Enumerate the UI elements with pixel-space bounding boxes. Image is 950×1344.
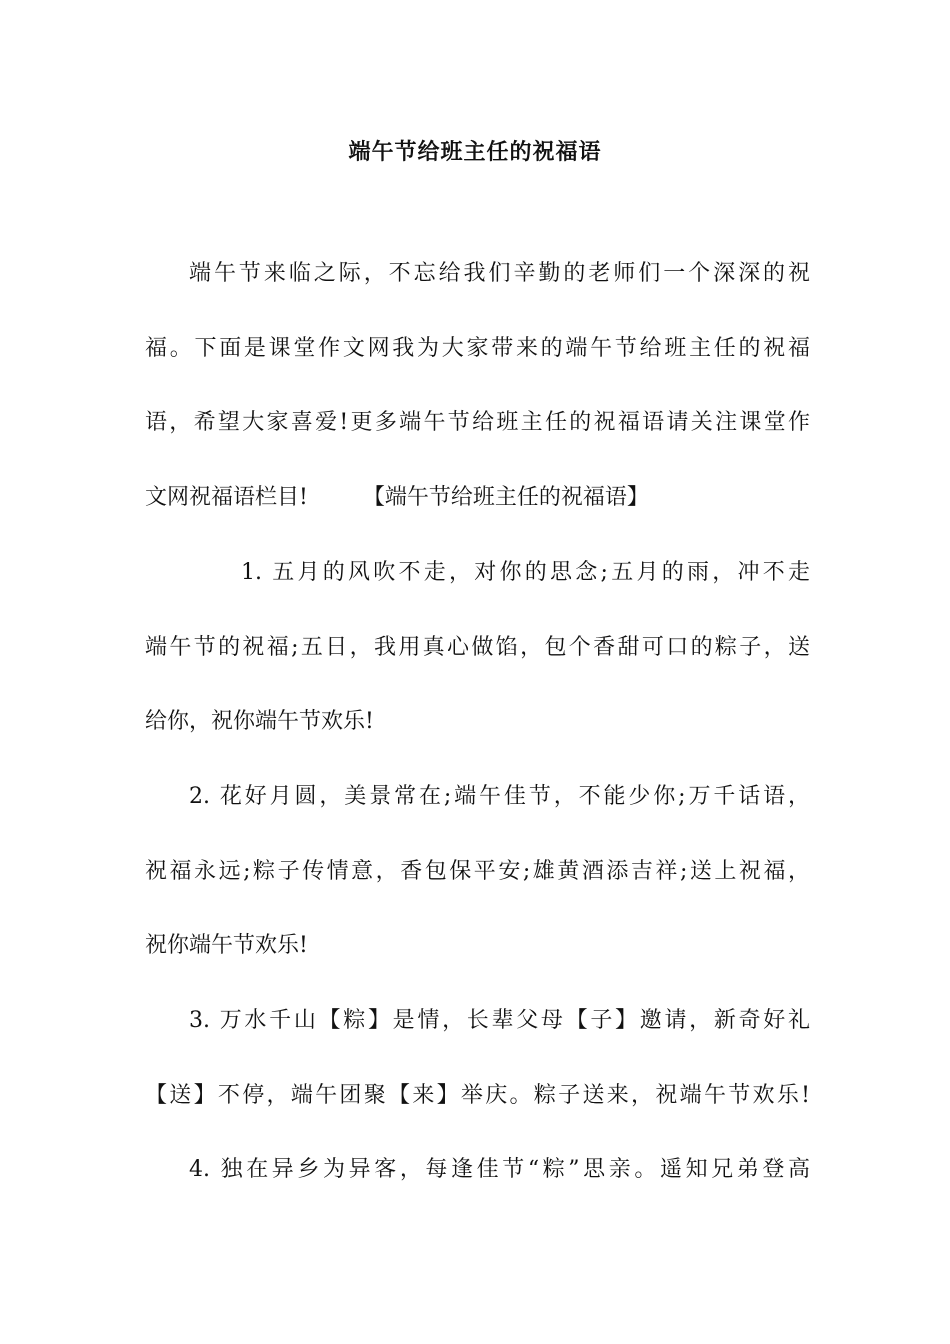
paragraph-line: 2. 花好月圆，美景常在;端午佳节，不能少你;万千话语， <box>189 784 810 809</box>
paragraph-line: 【送】不停，端午团聚【来】举庆。粽子送来，祝端午节欢乐! <box>145 1083 810 1108</box>
paragraph-line: 祝福永远;粽子传情意，香包保平安;雄黄酒添吉祥;送上祝福， <box>145 859 810 884</box>
paragraph-line: 1. 五月的风吹不走，对你的思念;五月的雨，冲不走 <box>241 560 810 585</box>
paragraph-line: 语，希望大家喜爱!更多端午节给班主任的祝福语请关注课堂作 <box>145 410 810 435</box>
paragraph-line: 文网祝福语栏目! 【端午节给班主任的祝福语】 <box>145 485 649 510</box>
document-title: 端午节给班主任的祝福语 <box>348 139 602 165</box>
paragraph-line: 祝你端午节欢乐! <box>145 933 308 958</box>
paragraph-line: 端午节来临之际，不忘给我们辛勤的老师们一个深深的祝 <box>189 261 810 286</box>
paragraph-line: 3. 万水千山【粽】是情，长辈父母【子】邀请，新奇好礼 <box>189 1008 810 1033</box>
paragraph-line: 4. 独在异乡为异客，每逢佳节“粽”思亲。遥知兄弟登高 <box>189 1157 810 1182</box>
paragraph-line: 端午节的祝福;五日，我用真心做馅，包个香甜可口的粽子，送 <box>145 635 810 660</box>
paragraph-line: 给你，祝你端午节欢乐! <box>145 709 374 734</box>
paragraph-line: 福。下面是课堂作文网我为大家带来的端午节给班主任的祝福 <box>145 336 810 361</box>
